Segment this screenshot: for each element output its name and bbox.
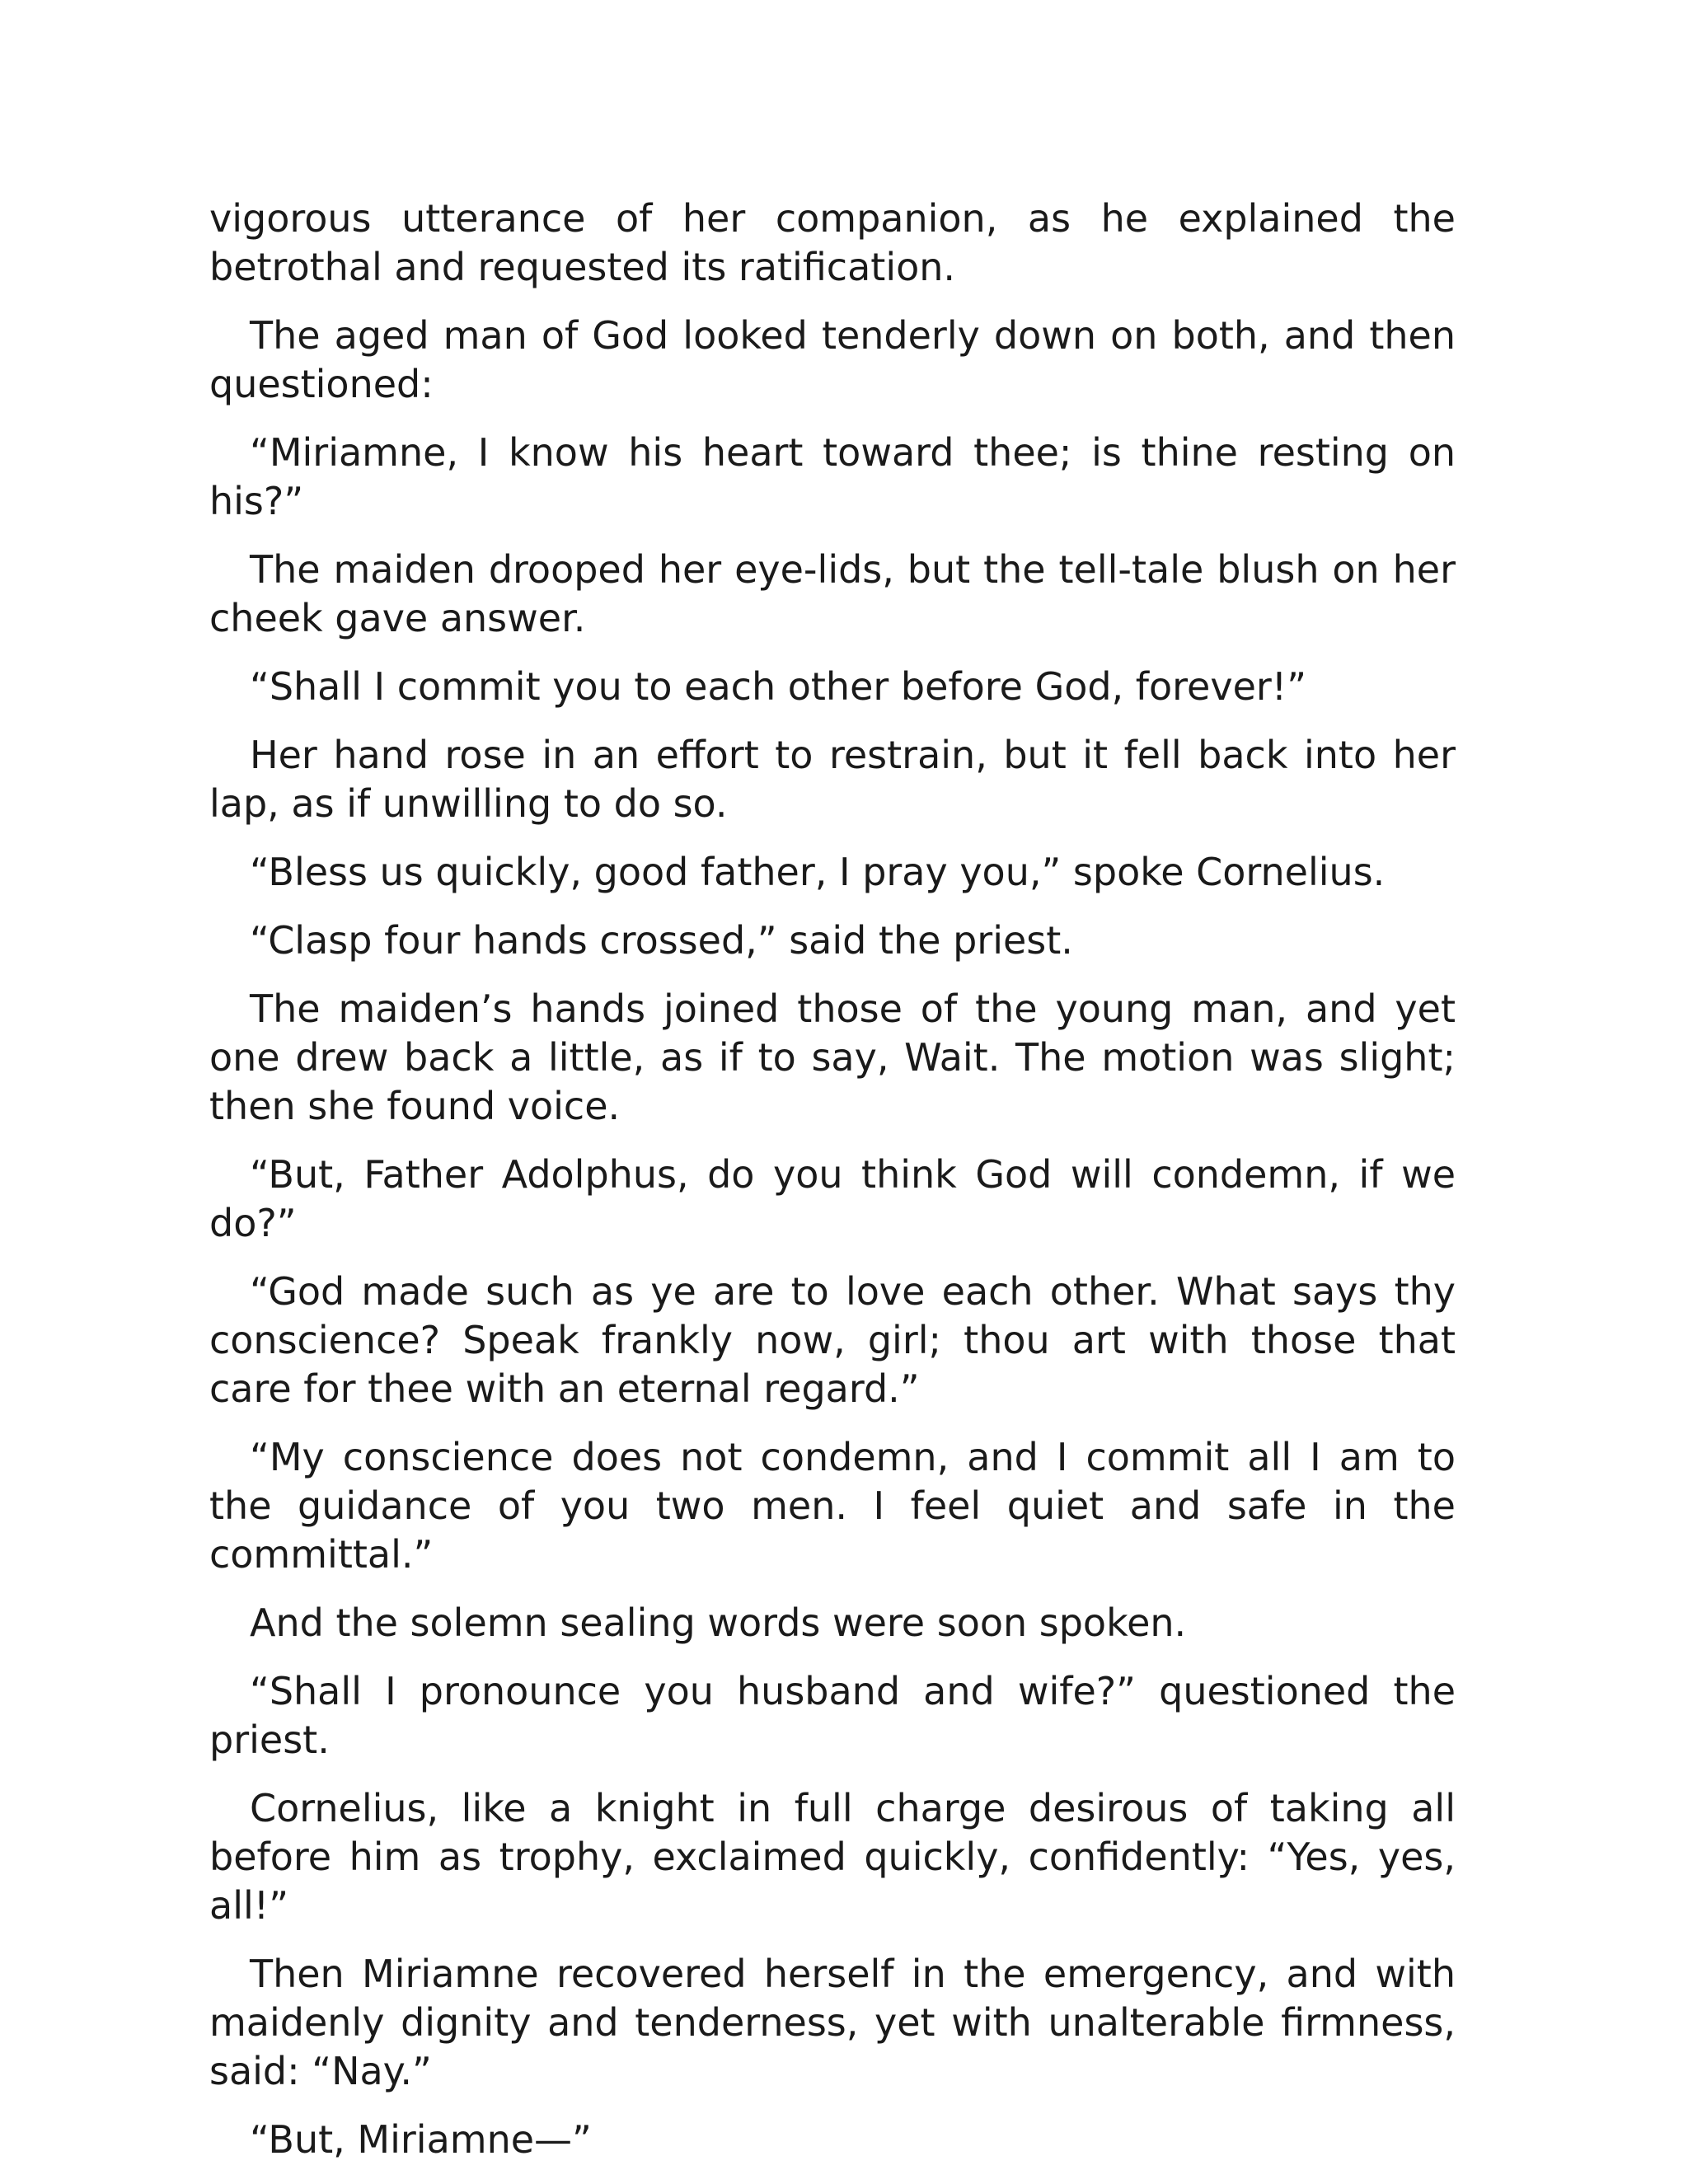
paragraph-9: The maiden’s hands joined those of the young man, and yet one drew back a little, as if to say, Wait. The motion was slight; then she found voice. bbox=[209, 987, 1456, 1128]
paragraph-17: “But, Miriamne—” bbox=[250, 2117, 592, 2162]
paragraph-1: vigorous utterance of her companion, as he explained the betrothal and requested its ratification. bbox=[209, 196, 1456, 289]
paragraph-16: Then Miriamne recovered herself in the emergency, and with maidenly dignity and tenderness, yet with unalterable firmness, said: “Nay.” bbox=[209, 1952, 1456, 2093]
paragraph-13: And the solemn sealing words were soon spoken. bbox=[250, 1601, 1187, 1645]
paragraph-6: Her hand rose in an effort to restrain, but it fell back into her lap, as if unwilling to do so. bbox=[209, 733, 1456, 826]
paragraph-8: “Clasp four hands crossed,” said the priest. bbox=[250, 918, 1073, 963]
paragraph-2: The aged man of God looked tenderly down on both, and then questioned: bbox=[209, 313, 1456, 406]
paragraph-7: “Bless us quickly, good father, I pray you,” spoke Cornelius. bbox=[250, 850, 1386, 894]
book-page bbox=[209, 194, 1456, 2184]
paragraph-11: “God made such as ye are to love each other. What says thy conscience? Speak frankly now, girl; thou art with those that care for thee with an eternal regard.” bbox=[209, 1269, 1456, 1411]
paragraph-3: “Miriamne, I know his heart toward thee; is thine resting on his?” bbox=[209, 430, 1456, 523]
paragraph-15: Cornelius, like a knight in full charge desirous of taking all before him as trophy, exclaimed quickly, confidently: “Yes, yes, all!” bbox=[209, 1786, 1456, 1928]
paragraph-10: “But, Father Adolphus, do you think God will condemn, if we do?” bbox=[209, 1152, 1456, 1245]
paragraph-4: The maiden drooped her eye-lids, but the tell-tale blush on her cheek gave answer. bbox=[209, 547, 1456, 640]
paragraph-5: “Shall I commit you to each other before God, forever!” bbox=[250, 664, 1307, 709]
paragraph-12: “My conscience does not condemn, and I commit all I am to the guidance of you two men. I feel quiet and safe in the committal.” bbox=[209, 1435, 1456, 1577]
paragraph-14: “Shall I pronounce you husband and wife?” questioned the priest. bbox=[209, 1669, 1456, 1762]
